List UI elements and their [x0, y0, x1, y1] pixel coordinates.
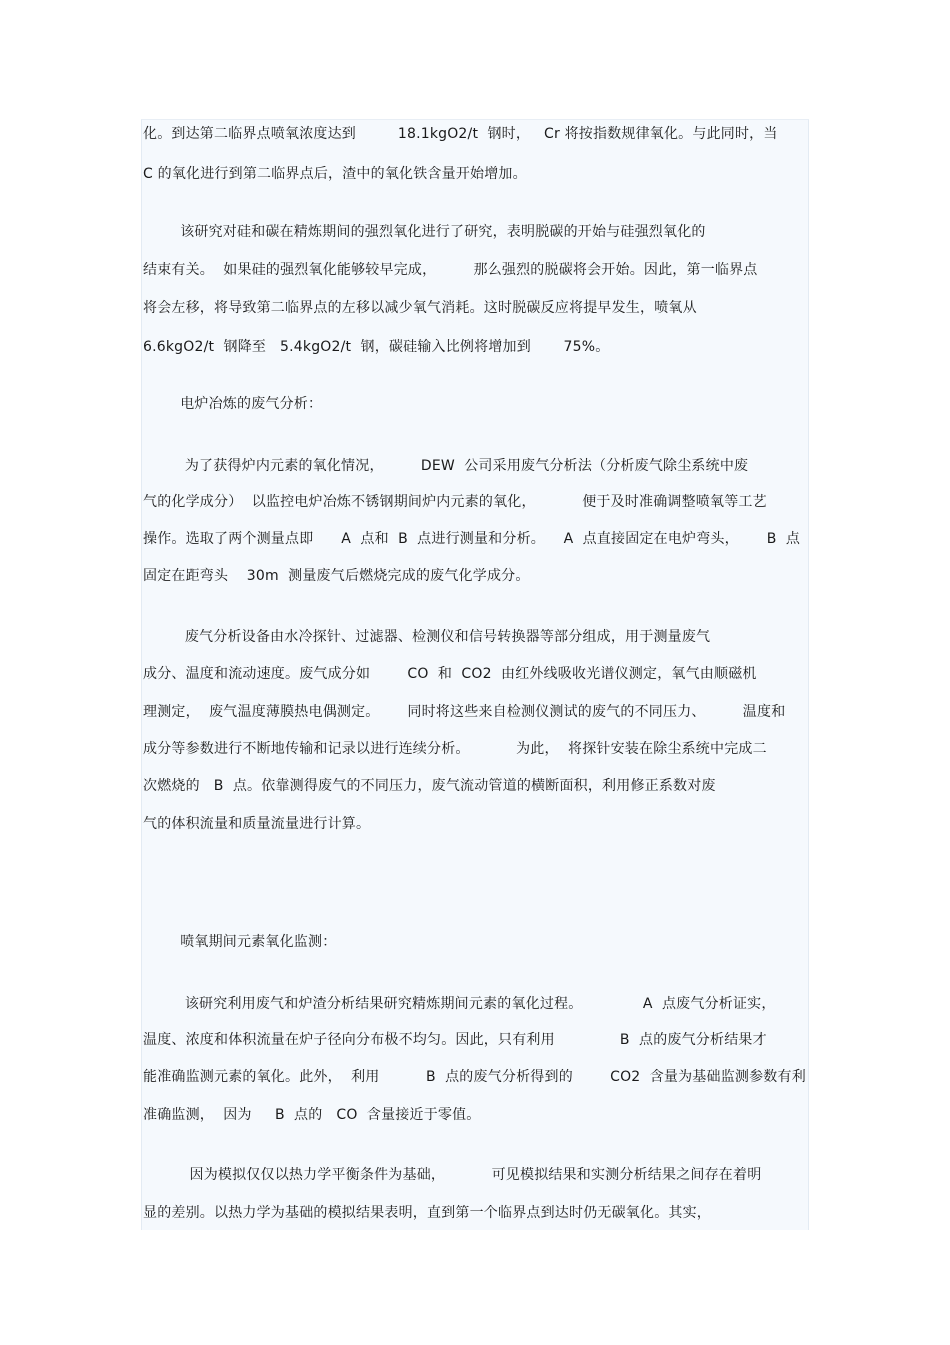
text-line: 该研究对硅和碳在精炼期间的强烈氧化进行了研究，表明脱碳的开始与硅强烈氧化的	[143, 224, 706, 240]
text-line: 结束有关。 如果硅的强烈氧化能够较早完成， 那么强烈的脱碳将会开始。因此，第一临界点	[143, 262, 758, 278]
text-line: C 的氧化进行到第二临界点后，渣中的氧化铁含量开始增加。	[143, 166, 527, 182]
text-line: 6.6kgO2/t 钢降至 5.4kgO2/t 钢，碳硅输入比例将增加到 75%。	[143, 339, 610, 355]
text-line: 化。到达第二临界点喷氧浓度达到 18.1kgO2/t 钢时， Cr 将按指数规律氧化。与此同时，当	[143, 126, 778, 142]
text-line: 能准确监测元素的氧化。此外， 利用 B 点的废气分析得到的 CO2 含量为基础监测参数有利	[143, 1069, 806, 1085]
text-line: 显的差别。以热力学为基础的模拟结果表明，直到第一个临界点到达时仍无碳氧化。其实，	[143, 1205, 711, 1221]
text-line: 成分、温度和流动速度。废气成分如 CO 和 CO2 由红外线吸收光谱仪测定，氧气由顺磁机	[143, 666, 757, 682]
text-line: 操作。选取了两个测量点即 A 点和 B 点进行测量和分析。 A 点直接固定在电炉弯头， B 点	[143, 531, 801, 547]
text-line: 气的体积流量和质量流量进行计算。	[143, 816, 371, 832]
text-line: 废气分析设备由水冷探针、过滤器、检测仪和信号转换器等部分组成，用于测量废气	[143, 629, 711, 645]
text-line: 温度、浓度和体积流量在炉子径向分布极不均匀。因此，只有利用 B 点的废气分析结果才	[143, 1032, 767, 1048]
text-line: 因为模拟仅仅以热力学平衡条件为基础， 可见模拟结果和实测分析结果之间存在着明	[143, 1167, 762, 1183]
section-heading: 喷氧期间元素氧化监测：	[143, 934, 337, 950]
text-line: 理测定， 废气温度薄膜热电偶测定。 同时将这些来自检测仪测试的废气的不同压力、 温度和	[143, 704, 786, 720]
text-line: 为了获得炉内元素的氧化情况， DEW 公司采用废气分析法（分析废气除尘系统中废	[143, 458, 749, 474]
text-line: 固定在距弯头 30m 测量废气后燃烧完成的废气化学成分。	[143, 568, 530, 584]
text-line: 将会左移，将导致第二临界点的左移以减少氧气消耗。这时脱碳反应将提早发生，喷氧从	[143, 300, 697, 316]
text-line: 准确监测， 因为 B 点的 CO 含量接近于零值。	[143, 1107, 481, 1123]
section-heading: 电炉冶炼的废气分析：	[143, 396, 323, 412]
text-line: 该研究利用废气和炉渣分析结果研究精炼期间元素的氧化过程。 A 点废气分析证实，	[143, 996, 776, 1012]
text-line: 成分等参数进行不断地传输和记录以进行连续分析。 为此， 将探针安装在除尘系统中完成二	[143, 741, 767, 757]
text-line: 次燃烧的 B 点。依靠测得废气的不同压力，废气流动管道的横断面积，利用修正系数对废	[143, 778, 716, 794]
text-line: 气的化学成分） 以监控电炉冶炼不锈钢期间炉内元素的氧化， 便于及时准确调整喷氧等工艺	[143, 494, 767, 510]
